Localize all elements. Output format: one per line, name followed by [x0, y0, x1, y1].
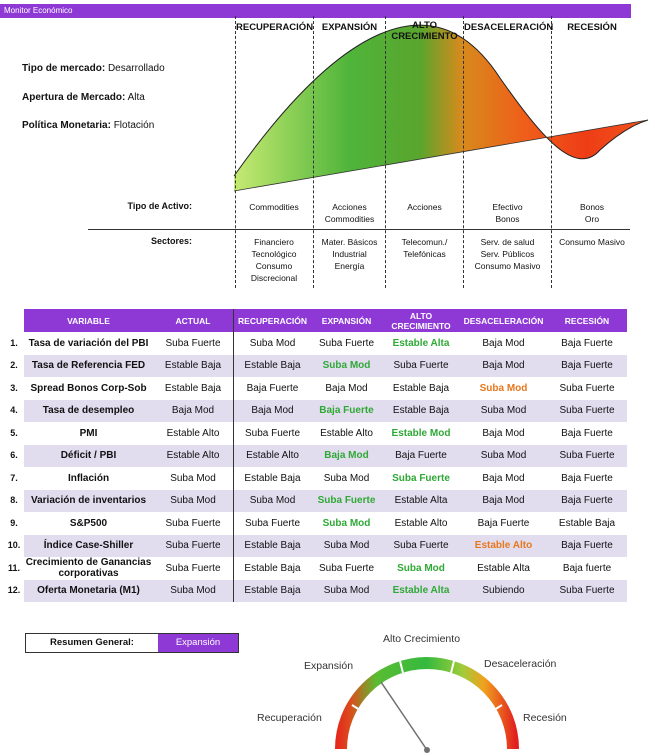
table-cell: Suba Fuerte: [165, 562, 221, 574]
row-number: 6.: [4, 445, 24, 468]
table-cell: Suba Mod: [234, 490, 312, 513]
phase-gauge: [0, 600, 655, 756]
table-cell: Baja Fuerte: [547, 490, 627, 513]
table-row: [4, 557, 627, 580]
table-cell: Baja Mod: [460, 355, 547, 378]
table-row: [4, 422, 627, 445]
row-number: 10.: [4, 535, 24, 558]
table-cell: Suba Fuerte: [318, 337, 375, 349]
variable-name: Inflación: [67, 472, 110, 484]
variable-name: Déficit / PBI: [24, 445, 153, 468]
market-type: Tipo de mercado: Desarrollado: [22, 63, 165, 74]
table-cell: Suba Fuerte: [547, 400, 627, 423]
table-cell: Suba Fuerte: [382, 355, 460, 378]
asset-row-label: Tipo de Activo:: [127, 201, 192, 211]
variable-name: Variación de inventarios: [24, 490, 153, 513]
variable-name: Tasa de desempleo: [24, 400, 153, 423]
phase-expansion: EXPANSIÓN: [321, 22, 378, 33]
table-cell: Baja Fuerte: [477, 517, 530, 529]
table-cell: Estable Alto: [153, 445, 234, 468]
table-cell: Baja Fuerte: [547, 535, 627, 558]
gauge-arc: [341, 663, 513, 749]
table-row: [4, 332, 627, 355]
row-number: 5.: [4, 422, 24, 445]
table-cell: Estable Baja: [153, 355, 234, 378]
table-cell: Suba Fuerte: [318, 562, 375, 574]
col-alto-crecimiento: ALTO CRECIMIENTO: [382, 309, 460, 332]
col-variable: VARIABLE: [24, 309, 153, 332]
table-cell: Estable Baja: [234, 355, 312, 378]
sector-alto-crecimiento: Telecomun./ Telefónicas: [401, 237, 448, 259]
table-cell: Estable Alta: [477, 562, 530, 574]
table-cell: Baja fuerte: [562, 562, 612, 574]
table-cell: Estable Baja: [164, 382, 222, 394]
table-cell: Baja Mod: [482, 472, 525, 484]
asset-expansion: Acciones Commodities: [324, 202, 375, 224]
gauge-label-desaceleracion: Desaceleración: [484, 658, 557, 670]
table-cell: Suba Mod: [170, 472, 216, 484]
table-cell: Baja Mod: [482, 337, 525, 349]
table-cell: Estable Baja: [234, 535, 312, 558]
gauge-label-expansion: Expansión: [304, 660, 354, 672]
table-cell: Suba Mod: [234, 332, 312, 355]
table-cell: Suba Mod: [153, 490, 234, 513]
variable-name: Spread Bonos Corp-Sob: [30, 382, 147, 394]
table-cell: Suba Fuerte: [559, 382, 615, 394]
gauge-label-alto-crecimiento: Alto Crecimiento: [383, 633, 461, 645]
asset-alto-crecimiento: Acciones: [407, 202, 442, 212]
table-cell: Estable Alta: [382, 490, 460, 513]
table-cell: Suba Fuerte: [234, 422, 312, 445]
variable-name: S&P500: [69, 517, 108, 529]
table-header: [4, 309, 627, 332]
variable-name: Índice Case-Shiller: [24, 535, 153, 558]
table-cell: Baja Mod: [311, 445, 382, 468]
table-cell: Baja Fuerte: [234, 377, 312, 400]
table-cell: Baja Mod: [234, 400, 312, 423]
table-cell: Suba Fuerte: [311, 490, 382, 513]
table-cell: Suba Mod: [397, 562, 445, 574]
sector-recesion: Consumo Masivo: [559, 237, 625, 247]
col-recesion: RECESIÓN: [547, 309, 627, 332]
variable-name: Tasa de variación del PBI: [28, 337, 149, 349]
table-cell: Suba Fuerte: [547, 445, 627, 468]
table-cell: Baja Mod: [153, 400, 234, 423]
table-cell: Baja Fuerte: [561, 472, 613, 484]
table-cell: Estable Baja: [382, 400, 460, 423]
table-row: [4, 377, 627, 400]
table-row: [4, 512, 627, 535]
table-cell: Suba Fuerte: [234, 512, 312, 535]
table-cell: Baja Fuerte: [561, 427, 613, 439]
row-number: 2.: [4, 355, 24, 378]
table-cell: Estable Alto: [394, 517, 448, 529]
sector-expansion: Mater. Básicos Industrial Energía: [321, 237, 378, 271]
variable-name: Crecimiento de Ganancias corporativas: [25, 557, 152, 580]
asset-desaceleracion: Efectivo Bonos: [492, 202, 523, 224]
table-row: [4, 445, 627, 468]
col-desaceleracion: DESACELERACIÓN: [460, 309, 547, 332]
table-cell: Estable Alto: [166, 427, 220, 439]
table-cell: Suba Mod: [460, 400, 547, 423]
row-number: 7.: [4, 467, 24, 490]
table-row: [4, 400, 627, 423]
table-cell: Estable Baja: [392, 382, 450, 394]
row-number: 1.: [4, 332, 24, 355]
table-cell: Suba Mod: [460, 445, 547, 468]
table-cell: Estable Alta: [382, 580, 460, 603]
table-cell: Baja Mod: [325, 382, 368, 394]
table-cell: Estable Baja: [234, 580, 312, 603]
gauge-needle-hub: [424, 747, 430, 753]
phase-recuperacion: RECUPERACIÓN: [236, 22, 314, 33]
phase-alto-crecimiento: ALTO CRECIMIENTO: [391, 20, 458, 42]
table-cell: Baja Mod: [460, 490, 547, 513]
variable-name: Oferta Monetaria (M1): [24, 580, 153, 603]
phase-recesion: RECESIÓN: [567, 22, 617, 33]
row-number: 8.: [4, 490, 24, 513]
table-cell: Estable Baja: [234, 557, 312, 580]
table-cell: Estable Alto: [460, 535, 547, 558]
table-cell: Suba Fuerte: [165, 517, 221, 529]
row-number: 9.: [4, 512, 24, 535]
separator: [88, 229, 630, 230]
gauge-label-recuperacion: Recuperación: [257, 712, 322, 724]
table-cell: Suba Fuerte: [547, 580, 627, 603]
table-cell: Suba Fuerte: [165, 337, 221, 349]
app-title: Monitor Económico: [4, 6, 73, 15]
market-opening: Apertura de Mercado: Alta: [22, 92, 145, 103]
row-number: 3.: [4, 377, 24, 400]
table-cell: Suba Mod: [311, 535, 382, 558]
table-row: [4, 467, 627, 490]
col-recuperacion: RECUPERACIÓN: [234, 309, 312, 332]
col-actual: ACTUAL: [153, 309, 234, 332]
table-cell: Suba Mod: [479, 382, 528, 394]
table-cell: Suba Mod: [323, 472, 370, 484]
asset-recuperacion: Commodities: [249, 202, 299, 212]
table-cell: Suba Fuerte: [153, 535, 234, 558]
table-row: [4, 490, 627, 513]
monetary-policy: Política Monetaria: Flotación: [22, 120, 155, 131]
summary-value: Expansión: [158, 634, 238, 652]
variable-name: Tasa de Referencia FED: [24, 355, 153, 378]
table-cell: Estable Baja: [234, 467, 312, 490]
sector-row-label: Sectores:: [150, 236, 192, 246]
col-expansion: EXPANSIÓN: [311, 309, 382, 332]
table-cell: Estable Mod: [391, 427, 451, 439]
table-cell: Estable Baja: [558, 517, 616, 529]
table-cell: Suba Mod: [153, 580, 234, 603]
table-cell: Estable Alta: [392, 337, 450, 349]
table-cell: Baja Fuerte: [561, 337, 613, 349]
table-row: [4, 580, 627, 603]
variable-name: PMI: [79, 427, 98, 439]
table-cell: Suba Fuerte: [392, 472, 450, 484]
row-number: 11.: [4, 557, 24, 580]
table-cell: Suba Mod: [311, 355, 382, 378]
gauge-label-recesion: Recesión: [523, 712, 567, 724]
gauge-needle: [381, 682, 427, 750]
table-cell: Estable Alto: [234, 445, 312, 468]
summary-label: Resumen General:: [50, 637, 134, 648]
table-cell: Baja Mod: [482, 427, 525, 439]
sector-recuperacion: Financiero Tecnológico Consumo Discrecional: [250, 237, 298, 283]
table-cell: Baja Fuerte: [311, 400, 382, 423]
phase-desaceleracion: DESACELERACIÓN: [464, 22, 554, 33]
table-row: [4, 355, 627, 378]
table-cell: Baja Fuerte: [547, 355, 627, 378]
table-row: [4, 535, 627, 558]
sector-desaceleracion: Serv. de salud Serv. Públicos Consumo Masivo: [474, 237, 541, 271]
table-cell: Estable Alto: [320, 427, 373, 439]
asset-recesion: Bonos Oro: [579, 202, 605, 224]
indicators-table: [4, 309, 628, 602]
table-cell: Baja Fuerte: [382, 445, 460, 468]
table-cell: Suba Mod: [311, 580, 382, 603]
table-cell: Subiendo: [460, 580, 547, 603]
table-cell: Suba Mod: [322, 517, 371, 529]
row-number: 12.: [4, 580, 24, 603]
table-cell: Suba Fuerte: [382, 535, 460, 558]
row-number: 4.: [4, 400, 24, 423]
